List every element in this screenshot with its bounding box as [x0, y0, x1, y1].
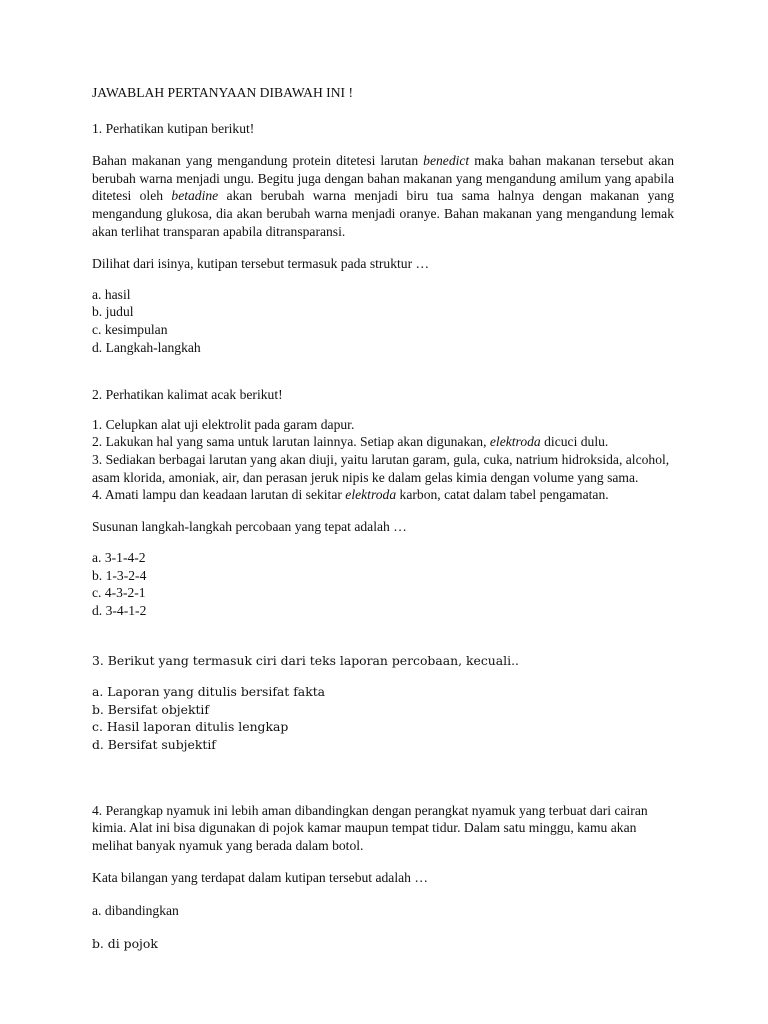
q1-passage-part3: akan berubah warna menjadi biru tua sama halnya dengan makanan yang mengandung glukosa, dia akan berubah warna menjadi oranye. Bahan makanan yang mengandung lemak akan terlihat transparan apabila ditransparansi. [92, 188, 674, 239]
q1-option-a: a. hasil [92, 286, 131, 302]
q2-step-2 [92, 433, 674, 451]
document-page [92, 84, 674, 952]
q2-step-2-end: dicuci dulu. [540, 434, 609, 450]
q4-option-a: a. dibandingkan [92, 903, 179, 918]
q1-option-d: d. Langkah-langkah [92, 339, 201, 355]
q1-prompt: 1. Perhatikan kutipan berikut! [92, 120, 255, 136]
q1-option-c: c. kesimpulan [92, 321, 168, 337]
q1-options [92, 286, 674, 356]
q2-step-4-text: 4. Amati lampu dan keadaan larutan di sekitar [92, 487, 346, 503]
q1-passage-italic-betadine: betadine [171, 188, 219, 204]
q1-passage-part2: maka bahan makanan tersebut akan berubah warna menjadi ungu. Begitu juga dengan bahan makanan yang mengandung amilum yang apabila ditetesi oleh [92, 153, 674, 204]
q3-option-d: d. Bersifat subjektif [92, 737, 216, 753]
q1-question: Dilihat dari isinya, kutipan tersebut termasuk pada struktur … [92, 256, 430, 272]
q2-step-2-italic: elektroda [489, 434, 541, 450]
q1-passage [92, 152, 674, 240]
q2-prompt: 2. Perhatikan kalimat acak berikut! [92, 387, 283, 403]
q2-question: Susunan langkah-langkah percobaan yang tepat adalah … [92, 518, 407, 534]
q2-steps [92, 416, 674, 504]
q4-question: Kata bilangan yang terdapat dalam kutipan tersebut adalah … [92, 870, 428, 886]
q3-option-c: c. Hasil laporan ditulis lengkap [92, 719, 289, 735]
q3-option-a: a. Laporan yang ditulis bersifat fakta [92, 684, 326, 700]
q2-option-b: b. 1-3-2-4 [92, 567, 147, 583]
q3-block [92, 652, 674, 754]
q2-step-3: 3. Sediakan berbagai larutan yang akan diuji, yaitu larutan garam, gula, cuka, natrium hidroksida, alcohol, asam klorida, amoniak, air, dan perasan jeruk nipis ke dalam gelas kimia dengan volume yang sama. [92, 451, 670, 485]
q1-passage-part1: Bahan makanan yang mengandung protein ditetesi larutan [92, 153, 424, 169]
page-heading: JAWABLAH PERTANYAAN DIBAWAH INI ! [92, 85, 353, 100]
q2-step-4-italic: elektroda [345, 487, 397, 503]
q2-option-d: d. 3-4-1-2 [92, 603, 147, 619]
q2-step-1: 1. Celupkan alat uji elektrolit pada garam dapur. [92, 416, 355, 432]
q2-step-4 [92, 486, 674, 504]
q2-step-2-text: 2. Lakukan hal yang sama untuk larutan lainnya. Setiap akan digunakan, [92, 434, 490, 450]
q3-prompt: 3. Berikut yang termasuk ciri dari teks laporan percobaan, kecuali.. [92, 652, 519, 668]
q3-option-b: b. Bersifat objektif [92, 701, 209, 717]
q2-option-a: a. 3-1-4-2 [92, 550, 146, 566]
q4-option-b: b. di pojok [92, 935, 158, 951]
q2-option-c: c. 4-3-2-1 [92, 585, 146, 601]
q2-options [92, 549, 674, 619]
q1-passage-italic-benedict: benedict [423, 153, 470, 169]
q2-step-4-end: karbon, catat dalam tabel pengamatan. [396, 487, 609, 503]
q1-option-b: b. judul [92, 304, 134, 320]
q4-prompt: 4. Perangkap nyamuk ini lebih aman dibandingkan dengan perangkat nyamuk yang terbuat dari cairan kimia. Alat ini bisa digunakan di pojok kamar maupun tempat tidur. Dalam satu minggu, kamu akan melihat banyak nyamuk yang berada dalam botol. [92, 802, 648, 853]
q3-options [92, 683, 674, 753]
